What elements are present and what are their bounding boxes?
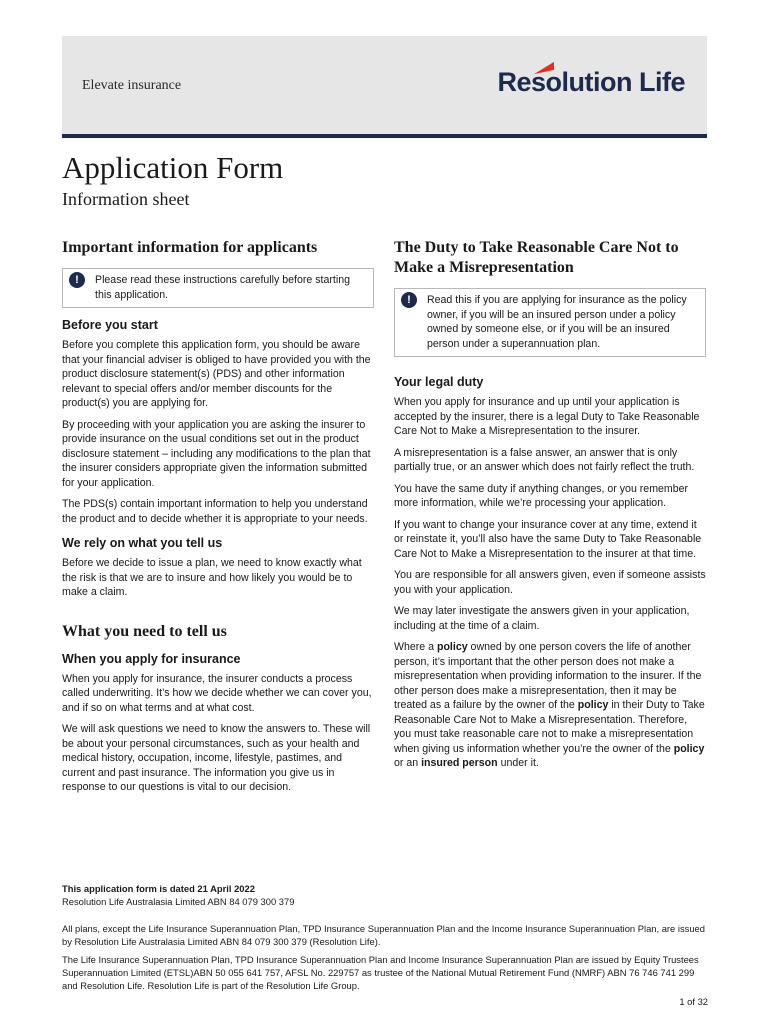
plans-disclaimer: All plans, except the Life Insurance Superannuation Plan, TPD Insurance Superannuation Plan and the Income Insurance Superannuation Plan, are issued by Resolution Life Australasia Limited ABN 84 079 300 379 (Resolution Life). [62,923,705,947]
exclamation-icon: ! [401,292,417,308]
notice-text: Please read these instructions carefully before starting this application. [95,274,350,301]
paragraph: You are responsible for all answers given, even if someone assists you with your application. [394,569,706,596]
abn-text: Resolution Life Australasia Limited ABN 84 079 300 379 [62,896,295,907]
paragraph: If you want to change your insurance cover at any time, extend it or reinstate it, you’ll also have the same Duty to Take Reasonable Care Not to Make a Misrepresentation to the insurer at that time. [394,518,702,560]
policy-term: policy [577,699,609,711]
paragraph: We will ask questions we need to know the answers to. These will be about your personal circumstances, such as your health and medical history, occupation, income, lifestyle, pastimes, and current and past insurance. The information you give us in response to our questions is vital to our decision. [62,723,371,793]
what-you-need-heading: What you need to tell us [62,622,227,640]
exclamation-icon: ! [69,272,85,288]
when-you-apply-heading: When you apply for insurance [62,651,241,666]
legal-duty-heading: Your legal duty [394,375,484,389]
instructions-notice [62,268,374,308]
paragraph: The PDS(s) contain important information to help you understand the product and to decide whether it is appropriate to your needs. [62,498,368,525]
rely-heading: We rely on what you tell us [62,536,223,550]
paragraph: Before you complete this application form, you should be aware that your financial adviser is obliged to have provided you with the product disclosure statement(s) (PDS) and other information relevant to special offers and/or member discounts for the product(s) you are applying for. [62,339,371,409]
footer-dated-block [62,882,707,908]
insured-person-term: insured person [421,757,498,769]
paragraph: By proceeding with your application you are asking the insurer to provide insurance on the usual conditions set out in the product disclosure statement – including any modifications to the plan that the insurer considers appropriate given the information submitted for your application. [62,418,371,489]
page-number: 1 of 32 [679,996,708,1007]
important-info-heading: Important information for applicants [62,239,318,256]
policy-paragraph [394,640,706,771]
dated-text: This application form is dated 21 April 2022 [62,883,255,894]
page-title: Application Form [62,150,284,185]
super-disclaimer: The Life Insurance Superannuation Plan, TPD Insurance Superannuation Plan and Income Insurance Superannuation Plan are issued by Equity Trustees Superannuation Limited (ETSL)ABN 50 055 641 757, AFSL No. 229757 as trustee of the National Mutual Retirement Fund (NMRF) ABN 76 746 741 299 and Resolution Life. Resolution Life is part of the Resolution Life Group. [62,954,699,991]
text-run: or an [394,757,422,769]
left-column [62,238,374,802]
paragraph: When you apply for insurance and up until your application is accepted by the insurer, there is a legal Duty to Take Reasonable Care Not to Make a Misrepresentation to the insurer. [394,396,700,437]
paragraph: You have the same duty if anything changes, or you remember more information, while we’re processing your application. [394,482,689,509]
page-subtitle: Information sheet [62,189,190,209]
right-column [394,238,706,778]
page-header [62,36,707,138]
text-run: in their Duty to Take Reasonable Care Not to Make a Misrepresentation. Therefore, you must take reasonable care not to make a misrepresentation when giving us information whether you’re the owner of the [394,699,705,755]
logo-text: Resolution Life [497,67,685,97]
notice-text: Read this if you are applying for insurance as the policy owner, if you will be an insured person under a policy owned by someone else, or if you will be an insured person under a superannuation plan. [427,294,687,350]
resolution-life-logo [498,62,686,102]
product-name: Elevate insurance [82,78,182,93]
paragraph: When you apply for insurance, the insurer conducts a process called underwriting. It’s how we decide whether we can cover you, and if so on what terms and at what cost. [62,672,372,714]
duty-heading: The Duty to Take Reasonable Care Not to Make a Misrepresentation [394,239,679,276]
text-run: Where a [394,641,437,653]
paragraph: A misrepresentation is a false answer, an answer that is only partially true, or an answer which does not fairly reflect the truth. [394,446,695,473]
paragraph: We may later investigate the answers given in your application, including at the time of a claim. [394,605,690,632]
duty-notice [394,288,706,357]
text-run: owned by one person covers the life of another person, it’s important that the other person does not make a misrepresentation when providing information to the insurer. If the other person does make a misrepresentation, then it may be treated as a failure by the owner of the [394,641,702,711]
policy-term: policy [436,641,468,653]
text-run: under it. [497,757,539,769]
before-you-start-heading: Before you start [62,318,158,332]
policy-term: policy [673,742,705,755]
paragraph: Before we decide to issue a plan, we need to know exactly what the risk is that we are to insure and how likely you would be to make a claim. [62,557,362,598]
